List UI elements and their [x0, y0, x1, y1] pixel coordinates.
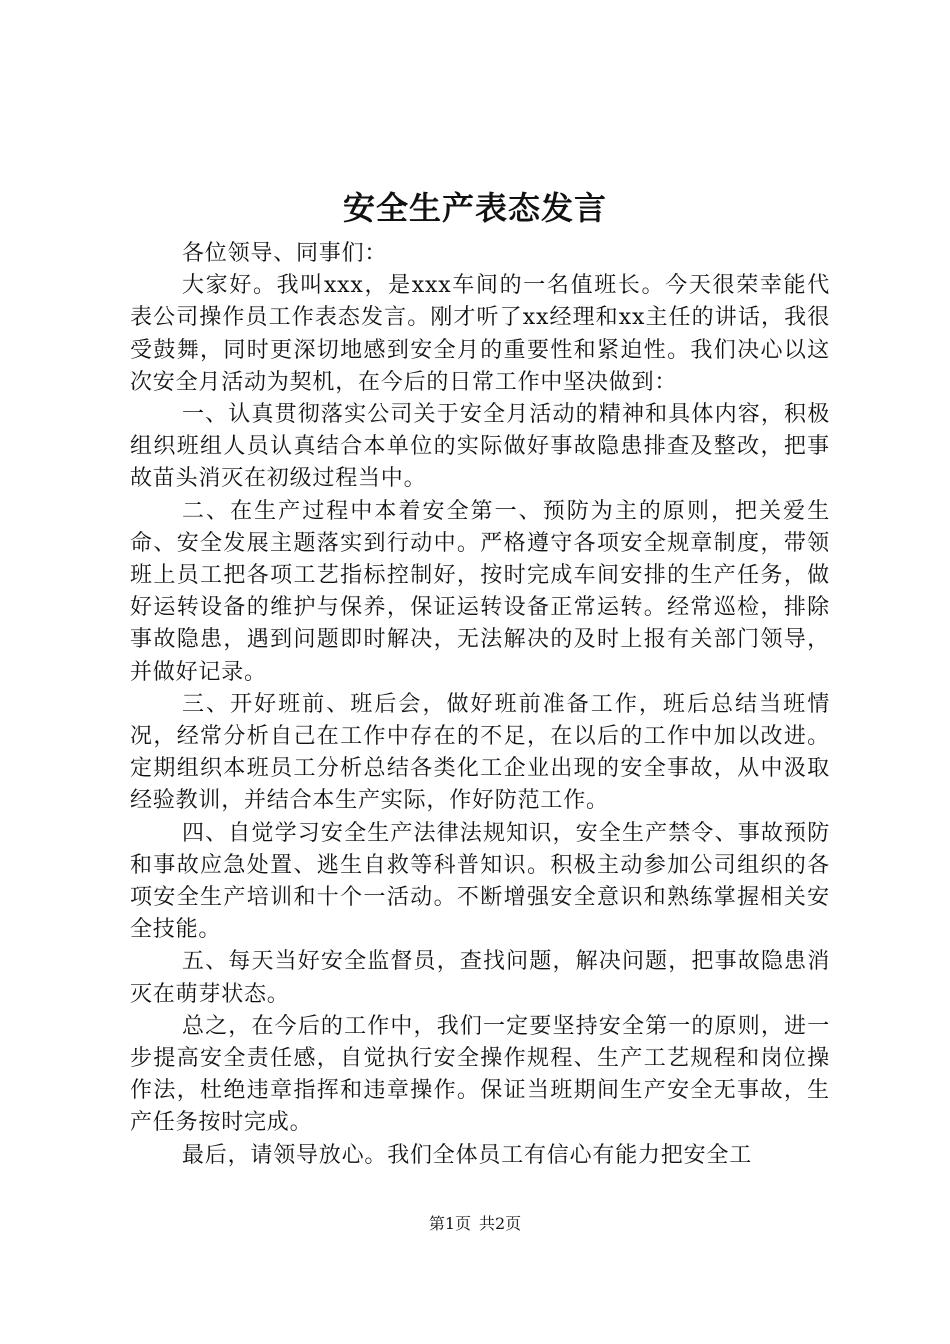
paragraph-summary: 总之，在今后的工作中，我们一定要坚持安全第一的原则，进一步提高安全责任感，自觉执行安全操作规程、生产工艺规程和岗位操作法，杜绝违章指挥和违章操作。保证当班期间生产安全无事故，生产任务按时完成。 [130, 1013, 830, 1136]
page-footer [0, 1212, 950, 1236]
paragraph-point-3: 三、开好班前、班后会，做好班前准备工作，班后总结当班情况，经常分析自己在工作中存在的不足，在以后的工作中加以改进。定期组织本班员工分析总结各类化工企业出现的安全事故，从中汲取经验教训，并结合本生产实际，作好防范工作。 [130, 691, 830, 814]
document-title: 安全生产表态发言 [342, 189, 607, 227]
page-number: 第1页 [428, 1214, 471, 1233]
paragraph-point-1: 一、认真贯彻落实公司关于安全月活动的精神和具体内容，积极组织班组人员认真结合本单位的实际做好事故隐患排查及整改，把事故苗头消灭在初级过程当中。 [130, 402, 830, 492]
paragraph-intro: 大家好。我叫xxx，是xxx车间的一名值班长。今天很荣幸能代表公司操作员工作表态发言。刚才听了xx经理和xx主任的讲话，我很受鼓舞，同时更深切地感到安全月的重要性和紧迫性。我们决心以这次安全月活动为契机，在今后的日常工作中坚决做到： [130, 273, 830, 395]
paragraph-closing: 最后，请领导放心。我们全体员工有信心有能力把安全工 [182, 1142, 753, 1168]
paragraph-point-4: 四、自觉学习安全生产法律法规知识，安全生产禁令、事故预防和事故应急处置、逃生自救等科普知识。积极主动参加公司组织的各项安全生产培训和十个一活动。不断增强安全意识和熟练掌握相关安全技能。 [130, 820, 830, 943]
paragraph-point-5: 五、每天当好安全监督员，查找问题，解决问题，把事故隐患消灭在萌芽状态。 [130, 949, 830, 1007]
page-total: 共2页 [479, 1214, 522, 1233]
paragraph-point-2: 二、在生产过程中本着安全第一、预防为主的原则，把关爱生命、安全发展主题落实到行动中。严格遵守各项安全规章制度，带领班上员工把各项工艺指标控制好，按时完成车间安排的生产任务，做好运转设备的维护与保养，保证运转设备正常运转。经常巡检，排除事故隐患，遇到问题即时解决，无法解决的及时上报有关部门领导，并做好记录。 [130, 498, 830, 685]
paragraph-greeting: 各位领导、同事们： [182, 241, 388, 266]
document-body [130, 238, 830, 1172]
